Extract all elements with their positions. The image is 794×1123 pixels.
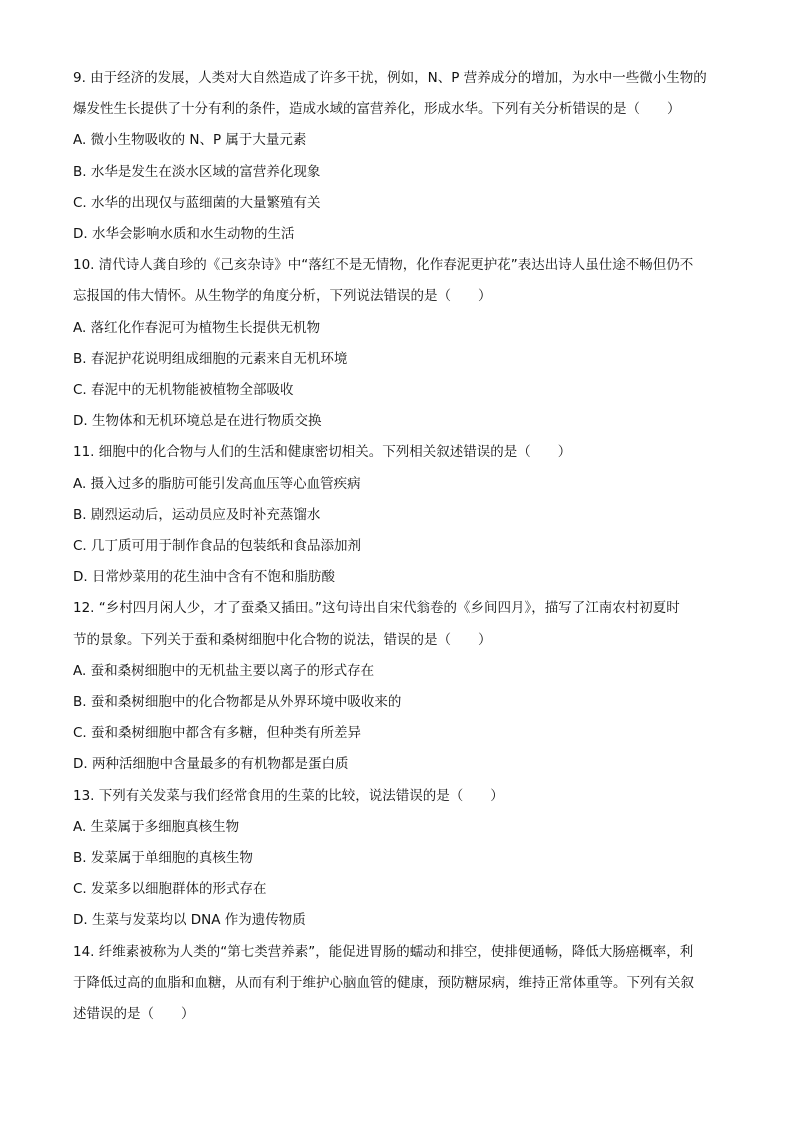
question-stem-line: 忘报国的伟大情怀。从生物学的角度分析，下列说法错误的是（ ） [73,288,492,305]
question-10 [73,250,725,437]
question-14 [73,937,725,1031]
option-c: C. 春泥中的无机物能被植物全部吸收 [73,382,294,399]
option-a: A. 落红化作春泥可为植物生长提供无机物 [73,319,321,336]
question-stem-line: 9. 由于经济的发展，人类对大自然造成了许多干扰，例如，N、P 营养成分的增加，为水中一些微小生物的 [73,70,707,86]
option-a: A. 生菜属于多细胞真核生物 [73,818,240,835]
question-11 [73,437,725,593]
question-stem-line: 于降低过高的血脂和血糖，从而有利于维护心脑血管的健康，预防糖尿病，维持正常体重等。下列有关叙 [73,974,694,991]
option-b: B. 发菜属于单细胞的真核生物 [73,850,253,867]
question-stem-line: 14. 纤维素被称为人类的“第七类营养素”，能促进胃肠的蠕动和排空，使排便通畅，降低大肠癌概率，利 [73,943,694,960]
option-a: A. 蚕和桑树细胞中的无机盐主要以离子的形式存在 [73,662,375,679]
option-a: A. 微小生物吸收的 N、P 属于大量元素 [73,132,307,149]
question-stem-line: 12. “乡村四月闲人少，才了蚕桑又插田。”这句诗出自宋代翁卷的《乡间四月》，描写了江南农村初夏时 [73,600,680,617]
option-d: D. 水华会影响水质和水生动物的生活 [73,226,295,243]
question-stem-line: 13. 下列有关发菜与我们经常食用的生菜的比较，说法错误的是（ ） [73,787,504,804]
option-b: B. 剧烈运动后，运动员应及时补充蒸馏水 [73,506,321,523]
option-b: B. 水华是发生在淡水区域的富营养化现象 [73,163,321,180]
option-c: C. 蚕和桑树细胞中都含有多糖，但种类有所差异 [73,725,362,742]
option-d: D. 生菜与发菜均以 DNA 作为遗传物质 [73,912,306,929]
question-stem-line: 11. 细胞中的化合物与人们的生活和健康密切相关。下列相关叙述错误的是（ ） [73,444,572,461]
option-b: B. 蚕和桑树细胞中的化合物都是从外界环境中吸收来的 [73,694,402,711]
question-13 [73,781,725,937]
option-d: D. 日常炒菜用的花生油中含有不饱和脂肪酸 [73,569,335,586]
question-9 [73,63,725,250]
question-stem-line: 爆发性生长提供了十分有利的条件，造成水域的富营养化，形成水华。下列有关分析错误的是（ ） [73,101,681,118]
option-d: D. 生物体和无机环境总是在进行物质交换 [73,413,322,430]
option-c: C. 几丁质可用于制作食品的包装纸和食品添加剂 [73,538,362,555]
option-c: C. 发菜多以细胞群体的形式存在 [73,881,267,898]
option-b: B. 春泥护花说明组成细胞的元素来自无机环境 [73,350,348,367]
option-c: C. 水华的出现仅与蓝细菌的大量繁殖有关 [73,194,321,211]
question-12 [73,593,725,780]
question-stem-line: 节的景象。下列关于蚕和桑树细胞中化合物的说法，错误的是（ ） [73,631,492,648]
question-stem-line: 10. 清代诗人龚自珍的《己亥杂诗》中“落红不是无情物，化作春泥更护花”表达出诗人虽仕途不畅但仍不 [73,257,694,274]
question-stem-line: 述错误的是（ ） [73,1006,195,1023]
option-d: D. 两种活细胞中含量最多的有机物都是蛋白质 [73,756,349,773]
option-a: A. 摄入过多的脂肪可能引发高血压等心血管疾病 [73,475,361,492]
exam-page [73,63,725,1030]
